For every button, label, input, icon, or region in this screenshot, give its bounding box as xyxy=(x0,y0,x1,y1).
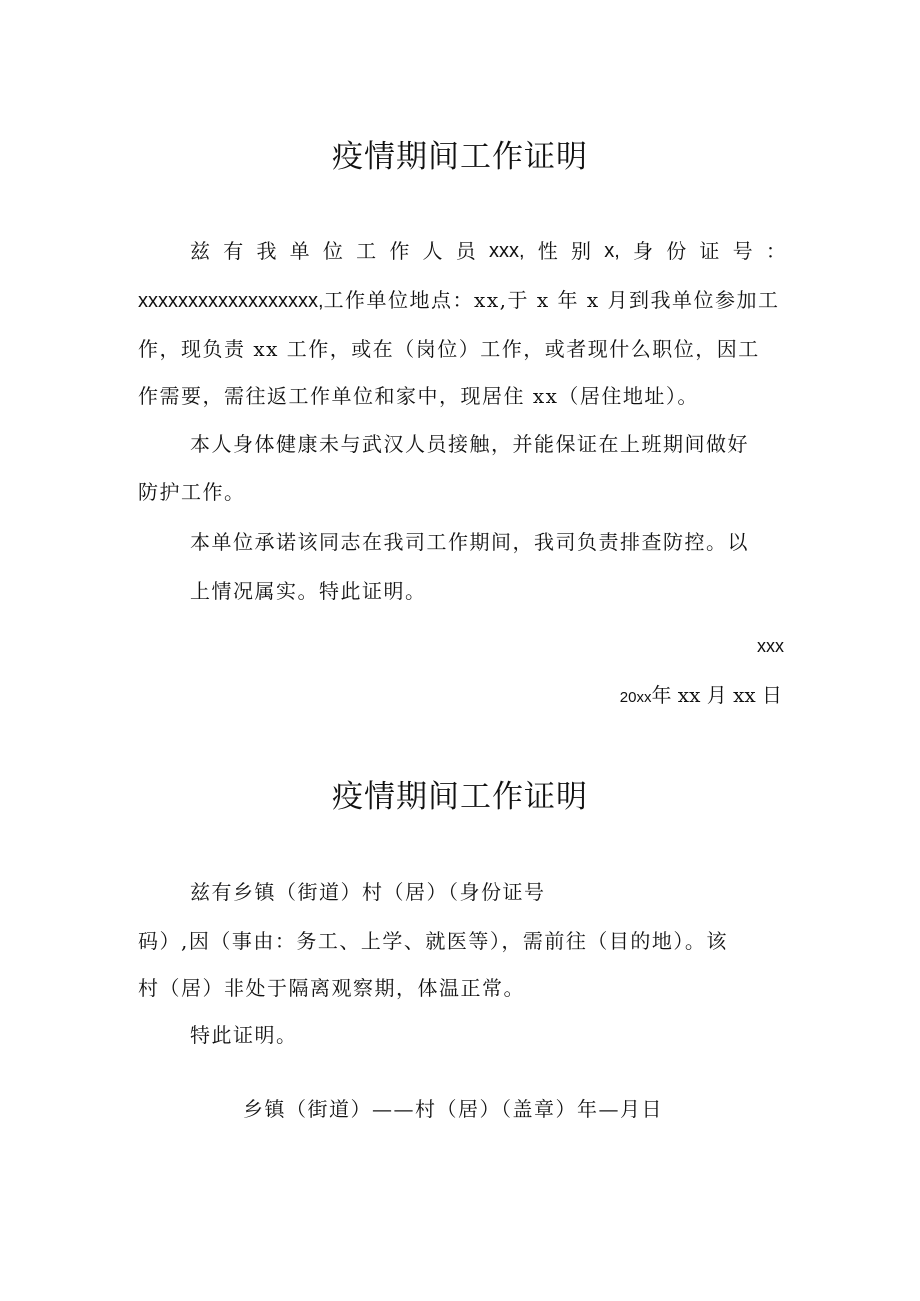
section1-para3-line1: 本单位承诺该同志在我司工作期间，我司负责排查防控。以 xyxy=(190,530,749,554)
section1-line1-token: xxx, xyxy=(488,240,525,262)
section1-line1-token: 人 xyxy=(422,239,443,263)
section1-date-rest: 年 xx 月 xx 日 xyxy=(651,683,782,707)
section1-title: 疫情期间工作证明 xyxy=(332,139,588,175)
section1-line1-token: 作 xyxy=(389,239,410,263)
section1-line1-token: x, xyxy=(604,240,620,262)
section1-line1-token: 证 xyxy=(699,239,720,263)
section1-line1-token: 有 xyxy=(223,239,244,263)
section1-workplace-text: 工作单位地点：xx,于 x 年 x 月到我单位参加工 xyxy=(323,288,780,312)
section1-line1-token: 别 xyxy=(570,239,591,263)
section1-line1-token: 单 xyxy=(289,239,310,263)
section1-line1-token: 员 xyxy=(455,239,476,263)
section1-signature: xxx xyxy=(757,636,784,656)
section1-line4: 作需要，需往返工作单位和家中，现居住 xx（居住地址）。 xyxy=(138,384,699,408)
section1-para2-line2: 防护工作。 xyxy=(138,480,246,504)
section1-line1-token: 位 xyxy=(322,239,343,263)
section2-title: 疫情期间工作证明 xyxy=(332,779,588,815)
section1-id-number: xxxxxxxxxxxxxxxxxx, xyxy=(138,290,324,312)
section1-line1-token: 份 xyxy=(666,239,687,263)
section1-line1-token: ： xyxy=(765,239,786,263)
section1-line1-token: 号 xyxy=(732,239,753,263)
section1-line1-token: 兹 xyxy=(190,239,210,263)
section1-line1-token: 我 xyxy=(256,239,277,263)
section2-line2: 码）,因（事由：务工、上学、就医等），需前往（目的地）。该 xyxy=(138,929,728,953)
section2-footer: 乡镇（街道）——村（居）（盖章）年—月日 xyxy=(243,1097,663,1121)
section1-line2 xyxy=(138,285,779,316)
section2-line4: 特此证明。 xyxy=(190,1023,298,1047)
section1-line1-token: 身 xyxy=(632,239,653,263)
section1-para2-line1: 本人身体健康未与武汉人员接触，并能保证在上班期间做好 xyxy=(190,432,749,456)
section1-line1 xyxy=(190,236,786,266)
section1-line1-token: 性 xyxy=(537,239,558,263)
section1-line3: 作，现负责 xx 工作，或在（岗位）工作，或者现什么职位，因工 xyxy=(138,337,760,361)
section1-date-year: 20xx xyxy=(619,689,652,706)
section1-line1-token: 工 xyxy=(356,239,377,263)
section1-para3-line2: 上情况属实。特此证明。 xyxy=(190,579,427,603)
section2-line1: 兹有乡镇（街道）村（居）（身份证号 xyxy=(190,880,546,904)
section2-line3: 村（居）非处于隔离观察期，体温正常。 xyxy=(138,976,525,1000)
section1-date xyxy=(620,680,782,713)
